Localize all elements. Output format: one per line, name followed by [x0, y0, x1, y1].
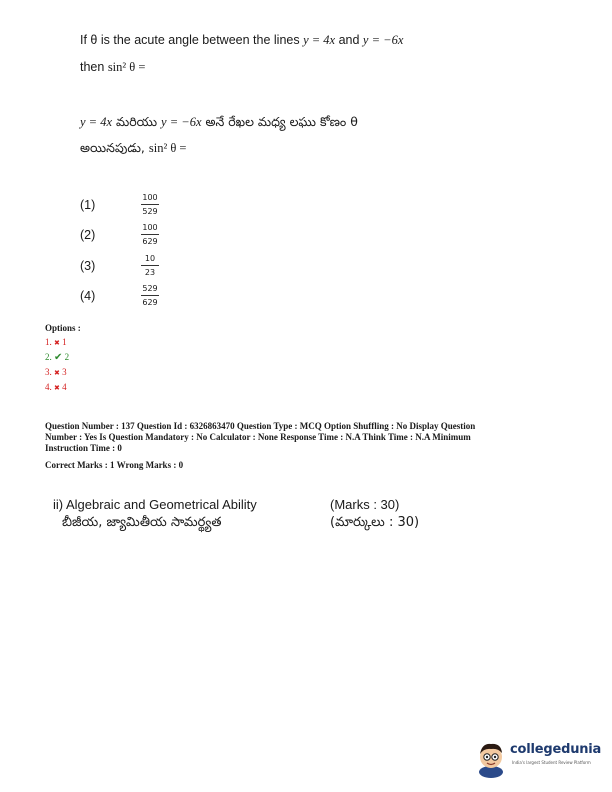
choice-1-numerator: 100	[141, 193, 159, 205]
section-marks-telugu: (మార్కులు : 30)	[330, 515, 420, 530]
telugu-text-mid: మరియు	[112, 114, 162, 129]
telugu-equation-2: y = −6x	[161, 115, 202, 129]
choice-fraction-4	[141, 284, 159, 308]
equation-2: y = −6x	[362, 33, 404, 47]
telugu-text-rest: అనే రేఖల మధ్య లఘు కోణం θ	[201, 114, 358, 129]
marks-info: Correct Marks : 1 Wrong Marks : 0	[45, 460, 184, 470]
choice-4-denominator: 629	[142, 298, 158, 307]
choice-fraction-2	[141, 223, 159, 247]
choice-fraction-1	[141, 193, 159, 217]
option-index: 3.	[45, 367, 52, 377]
question-telugu-line1	[80, 114, 358, 133]
choice-1-denominator: 529	[142, 207, 158, 216]
telugu-text-line2: అయినపుడు,	[80, 140, 149, 155]
choice-2-numerator: 100	[141, 223, 159, 235]
option-item-1	[45, 337, 67, 347]
question-telugu-line2	[80, 140, 186, 159]
metadata-line-2: Number : Yes Is Question Mandatory : No Calculator : None Response Time : N.A Think Time : N.A Minimum	[45, 432, 471, 442]
question-english-line1	[80, 33, 403, 48]
option-index: 2.	[45, 352, 52, 362]
sin-expression: sin² θ =	[107, 60, 146, 74]
telugu-equation-1: y = 4x	[80, 115, 113, 129]
cross-icon: ✖	[54, 369, 60, 377]
section-marks-english: (Marks : 30)	[330, 497, 400, 512]
option-value: 2	[64, 352, 70, 362]
choice-label-2: (2)	[80, 228, 96, 242]
choice-label-4: (4)	[80, 289, 96, 303]
choice-2-denominator: 629	[142, 237, 158, 246]
choice-3-denominator: 23	[144, 268, 156, 277]
telugu-sin-expression: sin² θ =	[148, 141, 187, 155]
option-index: 4.	[45, 382, 52, 392]
check-icon: ✔	[54, 352, 63, 363]
choice-4-numerator: 529	[141, 284, 159, 296]
metadata-line-1: Question Number : 137 Question Id : 6326863470 Question Type : MCQ Option Shuffling : No Display Question	[45, 421, 476, 431]
choice-fraction-3	[141, 254, 159, 278]
choice-label-1: (1)	[80, 198, 96, 212]
mascot-icon	[474, 738, 508, 778]
section-title-telugu: బీజీయ, జ్యామితీయ సామర్థ్యత	[62, 515, 222, 530]
metadata-line-3: Instruction Time : 0	[45, 443, 122, 453]
section-title-english: ii) Algebraic and Geometrical Ability	[53, 497, 257, 512]
option-item-2	[45, 352, 69, 363]
collegedunia-logo	[474, 738, 604, 782]
option-item-3	[45, 367, 67, 377]
choice-3-numerator: 10	[141, 254, 159, 266]
option-value: 4	[62, 382, 67, 392]
cross-icon: ✖	[54, 384, 60, 392]
option-item-4	[45, 382, 67, 392]
option-value: 3	[62, 367, 67, 377]
question-text: If θ is the acute angle between the lines	[80, 33, 304, 47]
cross-icon: ✖	[54, 339, 60, 347]
question-and: and	[335, 33, 363, 47]
logo-tagline: India's largest Student Review Platform	[512, 760, 591, 765]
question-metadata	[45, 421, 565, 454]
equation-1: y = 4x	[303, 33, 336, 47]
logo-wordmark: collegedunia	[510, 742, 602, 757]
question-then: then	[80, 60, 108, 74]
option-index: 1.	[45, 337, 52, 347]
option-value: 1	[62, 337, 67, 347]
question-english-line2	[80, 60, 145, 75]
choice-label-3: (3)	[80, 259, 96, 273]
options-title: Options :	[45, 323, 81, 333]
